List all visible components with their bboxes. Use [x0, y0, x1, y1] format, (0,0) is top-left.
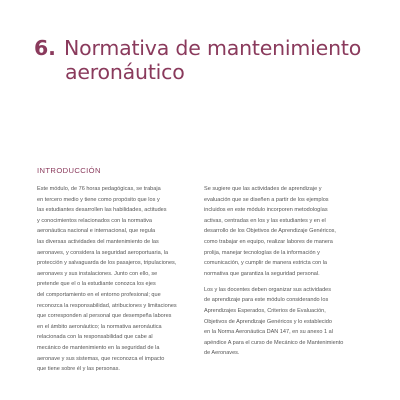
text-line: de aprendizaje para este módulo considerando los — [204, 297, 329, 304]
text-line: desarrollo de los Objetivos de Aprendizaje Genéricos, — [204, 228, 336, 235]
text-line: en el ámbito aeronáutico; la normativa aeronáutica — [37, 323, 162, 330]
text-line: como trabajar en equipo, realizar labores de manera — [204, 238, 333, 245]
right-paragraph-1 — [204, 184, 366, 279]
right-column — [204, 184, 366, 365]
text-line: Los y las docentes deben organizar sus actividades — [204, 286, 332, 293]
text-line: evaluación que se diseñen a partir de los ejemplos — [204, 196, 329, 203]
text-line: prolija, manejar tecnologías de la información y — [204, 249, 320, 256]
text-line: las estudiantes desarrollen las habilidades, actitudes — [37, 207, 167, 214]
text-line: pretende que el o la estudiante conozca los ejes — [37, 281, 156, 288]
text-line: aeronaves y sus instalaciones. Junto con ello, se — [37, 270, 158, 277]
text-line: reconozca la responsabilidad, atribuciones y limitaciones — [37, 302, 177, 309]
text-line: relacionada con la responsabilidad que cabe al — [37, 334, 153, 341]
left-paragraph — [37, 184, 199, 375]
text-line: aeronáutica nacional e internacional, que regula — [37, 228, 156, 235]
section-heading: INTRODUCCIÓN — [37, 166, 101, 175]
text-line: normativa que garantiza la seguridad personal. — [204, 270, 320, 277]
text-line: y conocimientos relacionados con la normativa — [37, 217, 153, 224]
text-line: en la Norma Aeronáutica DAN 147, en su anexo 1 al — [204, 329, 333, 336]
page-title — [34, 36, 374, 84]
right-paragraph-2 — [204, 285, 366, 359]
text-line: comunicación, y cumplir de manera estricta con la — [204, 260, 328, 267]
text-line: que tiene sobre él y las personas. — [37, 366, 120, 373]
text-line: Aprendizajes Esperados, Criterios de Evaluación, — [204, 308, 326, 315]
text-line: en tercero medio y tiene como propósito que los y — [37, 196, 160, 203]
title-line-1: Normativa de mantenimiento — [63, 36, 362, 60]
text-line: protección y salvaguarda de los pasajeros, tripulaciones, — [37, 260, 177, 267]
text-line: apéndice A para el curso de Mecánico de Mantenimiento — [204, 339, 344, 346]
chapter-number: 6. — [34, 36, 56, 60]
text-line: activas, centradas en los y las estudiantes y en el — [204, 217, 326, 224]
left-column — [37, 184, 199, 380]
text-line: mecánico de mantenimiento en la seguridad de la — [37, 344, 160, 351]
text-line: de Aeronaves. — [204, 350, 240, 357]
text-line: Este módulo, de 76 horas pedagógicas, se trabaja — [37, 186, 161, 192]
text-line: las diversas actividades del mantenimiento de las — [37, 238, 159, 245]
text-line: del comportamiento en el entorno profesional; que — [37, 291, 161, 298]
text-line: aeronave y sus sistemas, que reconozca el impacto — [37, 355, 165, 362]
text-line: Se sugiere que las actividades de aprendizaje y — [204, 186, 322, 192]
text-line: incluidos en este módulo incorporen metodologías — [204, 207, 328, 214]
text-line: aeronaves, y considera la seguridad aeroportuaria, la — [37, 249, 169, 256]
text-line: Objetivos de Aprendizaje Genéricos y lo establecido — [204, 318, 332, 325]
title-line-2: aeronáutico — [65, 60, 185, 84]
text-line: que corresponden al personal que desempeña labores — [37, 313, 172, 320]
